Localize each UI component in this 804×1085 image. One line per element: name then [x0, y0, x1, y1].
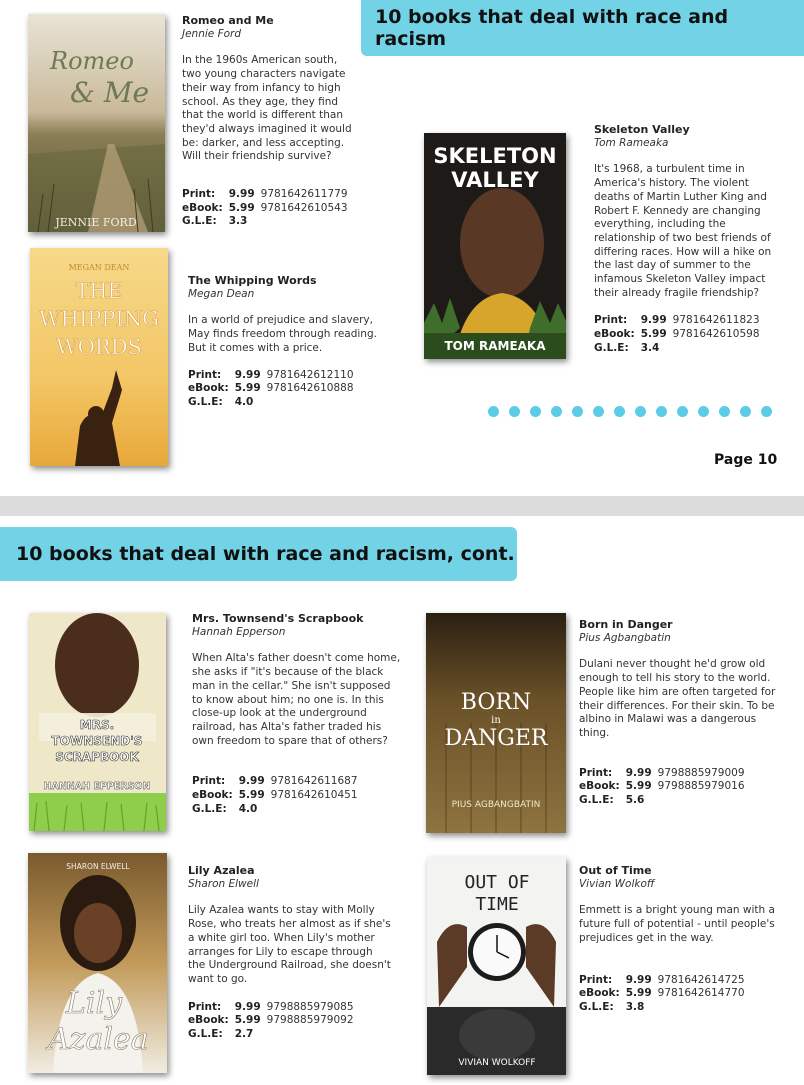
book-cover-romeo-and-me[interactable]: [28, 14, 165, 232]
cover-title-line-3: SCRAPBOOK: [55, 750, 139, 764]
book-cover-townsends-scrapbook[interactable]: [29, 613, 166, 831]
book-description: In a world of prejudice and slavery, May finds freedom through reading. But it comes with a price.: [188, 314, 377, 354]
cover-author: JENNIE FORD: [55, 216, 137, 229]
ebook-label: eBook:: [188, 382, 229, 395]
book-author: Megan Dean: [188, 287, 255, 300]
page-banner-top: [361, 0, 804, 56]
book-description: Emmett is a bright young man with a future full of potential - until people's prejudices get in the way.: [579, 904, 775, 944]
book-entry-townsends-scrapbook: [192, 612, 404, 816]
book-author: Vivian Wolkoff: [579, 877, 655, 890]
gle-value: 4.0: [234, 395, 254, 408]
cover-title-line-1: SKELETON: [433, 144, 557, 168]
print-price: 9.99: [234, 1000, 261, 1013]
book-entry-out-of-time: [579, 864, 779, 1015]
book-cover-out-of-time[interactable]: [427, 857, 566, 1075]
print-price: 9.99: [234, 368, 261, 381]
cover-title-line-2: TIME: [475, 894, 519, 915]
book-author: Tom Rameaka: [594, 136, 669, 149]
book-entry-whipping-words: [188, 274, 384, 410]
print-label: Print:: [594, 314, 628, 327]
ebook-isbn: 9781642610451: [270, 789, 358, 802]
gle-value: 3.3: [228, 215, 248, 228]
book-description: When Alta's father doesn't come home, she asks if "it's because of the black man in the cellar." She isn't supposed to know about him; no one is. In this close-up look at the underground railroad, has Alta's father traded his own freedom to spare that of others?: [192, 652, 401, 747]
gle-label: G.L.E:: [579, 794, 614, 807]
ebook-isbn: 9781642610543: [260, 201, 348, 214]
print-price: 9.99: [228, 188, 255, 201]
print-label: Print:: [579, 766, 613, 779]
ebook-label: eBook:: [188, 1014, 229, 1027]
ebook-isbn: 9798885979016: [657, 780, 745, 793]
book-author: Sharon Elwell: [188, 877, 259, 890]
book-cover-whipping-words[interactable]: [30, 248, 168, 466]
page-number: Page 10: [714, 452, 778, 468]
print-label: Print:: [579, 973, 613, 986]
ebook-label: eBook:: [579, 987, 620, 1000]
book-meta: [188, 369, 384, 410]
banner-title: 10 books that deal with race and racism, cont.: [16, 543, 515, 565]
print-label: Print:: [188, 368, 222, 381]
book-description: Lily Azalea wants to stay with Molly Rose, who treats her almost as if she's a white girl too. When Lily's mother arranges for Lily to escape through the Underground Railroad, she doesn't want to go.: [188, 904, 391, 985]
ebook-price: 5.99: [625, 987, 652, 1000]
cover-author: MEGAN DEAN: [68, 263, 130, 272]
book-meta: [579, 767, 779, 808]
gle-label: G.L.E:: [182, 215, 217, 228]
cover-title-line-1: Romeo: [50, 47, 134, 75]
print-label: Print:: [188, 1000, 222, 1013]
ebook-label: eBook:: [579, 780, 620, 793]
gle-label: G.L.E:: [579, 1000, 614, 1013]
book-meta: [192, 775, 404, 816]
cover-title-line-1: BORN: [460, 690, 532, 715]
book-meta: [579, 974, 779, 1015]
gle-label: G.L.E:: [188, 395, 223, 408]
book-entry-romeo-and-me: [182, 14, 354, 229]
ebook-price: 5.99: [228, 201, 255, 214]
book-title: Born in Danger: [579, 618, 673, 631]
cover-title-line-3: WORDS: [56, 335, 142, 359]
book-title: Romeo and Me: [182, 14, 274, 27]
ebook-isbn: 9781642610598: [672, 328, 760, 341]
cover-title-line-2: WHIPPING: [39, 307, 159, 331]
ebook-price: 5.99: [625, 780, 652, 793]
book-description: It's 1968, a turbulent time in America's history. The violent deaths of Martin Luther King and Robert F. Kennedy are changing everything, including the relationship of two best friends of differing races. How will a hike on the last day of summer to the infamous Skeleton Valley impact their already fragile friendship?: [594, 163, 772, 299]
banner-title: 10 books that deal with race and racism: [375, 6, 729, 50]
cover-title-line-3: DANGER: [444, 726, 548, 751]
ebook-price: 5.99: [234, 382, 261, 395]
print-isbn: 9781642611779: [260, 188, 348, 201]
book-description: Dulani never thought he'd grow old enough to tell his story to the world. People like him are often targeted for their differences. For their skin. To be albino in Malawi was a dangerous thing.: [579, 658, 776, 739]
decorative-dots: [488, 406, 772, 417]
gle-value: 3.4: [640, 341, 660, 354]
book-title: Out of Time: [579, 864, 652, 877]
gle-label: G.L.E:: [188, 1028, 223, 1041]
gle-value: 5.6: [625, 794, 645, 807]
cover-title-line-2: Azalea: [48, 1022, 149, 1057]
ebook-label: eBook:: [192, 789, 233, 802]
cover-author: PIUS AGBANGBATIN: [451, 800, 541, 810]
gle-label: G.L.E:: [594, 341, 629, 354]
cover-title-line-2: & Me: [70, 76, 150, 109]
book-entry-skeleton-valley: [594, 123, 786, 356]
print-label: Print:: [192, 775, 226, 788]
book-title: Lily Azalea: [188, 864, 255, 877]
ebook-price: 5.99: [234, 1014, 261, 1027]
gle-value: 4.0: [238, 802, 258, 815]
book-meta: [594, 314, 786, 355]
ebook-price: 5.99: [640, 328, 667, 341]
page-banner-bottom: [0, 527, 517, 581]
cover-title-line-1: THE: [75, 279, 123, 303]
print-isbn: 9798885979009: [657, 766, 745, 779]
cover-title-line-1: MRS.: [79, 718, 115, 732]
cover-title-line-2: VALLEY: [451, 168, 539, 192]
cover-title-line-1: OUT OF: [464, 872, 530, 893]
book-author: Pius Agbangbatin: [579, 631, 671, 644]
cover-author: SHARON ELWELL: [66, 862, 130, 871]
book-title: Mrs. Townsend's Scrapbook: [192, 612, 364, 625]
cover-title-line-1: Lily: [66, 986, 123, 1021]
print-price: 9.99: [625, 973, 652, 986]
print-price: 9.99: [238, 775, 265, 788]
cover-author: VIVIAN WOLKOFF: [458, 1058, 536, 1068]
print-price: 9.99: [625, 766, 652, 779]
gle-value: 2.7: [234, 1028, 254, 1041]
book-cover-lily-azalea[interactable]: [28, 853, 167, 1073]
cover-title-line-2: TOWNSEND'S: [51, 734, 143, 748]
ebook-price: 5.99: [238, 789, 265, 802]
book-author: Hannah Epperson: [192, 625, 286, 638]
book-entry-lily-azalea: [188, 864, 392, 1042]
book-title: The Whipping Words: [188, 274, 317, 287]
book-author: Jennie Ford: [182, 27, 242, 40]
gle-value: 3.8: [625, 1000, 645, 1013]
book-meta: [182, 188, 354, 229]
ebook-isbn: 9781642614770: [657, 987, 745, 1000]
cover-author: HANNAH EPPERSON: [43, 781, 151, 792]
book-cover-born-in-danger[interactable]: [426, 613, 566, 833]
print-isbn: 9781642611687: [270, 775, 358, 788]
gle-label: G.L.E:: [192, 802, 227, 815]
cover-title-line-2: in: [491, 715, 501, 726]
print-isbn: 9781642611823: [672, 314, 760, 327]
book-description: In the 1960s American south, two young characters navigate their way from infancy to high school. As they age, they find that the world is different than they'd always imagined it would be: darker, and less accepting. Will their friendship survive?: [182, 54, 352, 163]
print-isbn: 9781642614725: [657, 973, 745, 986]
cover-author: TOM RAMEAKA: [444, 339, 546, 353]
ebook-label: eBook:: [182, 201, 223, 214]
print-label: Print:: [182, 188, 216, 201]
print-isbn: 9781642612110: [266, 368, 354, 381]
ebook-isbn: 9781642610888: [266, 382, 354, 395]
print-isbn: 9798885979085: [266, 1000, 354, 1013]
print-price: 9.99: [640, 314, 667, 327]
book-cover-skeleton-valley[interactable]: [424, 133, 566, 359]
ebook-isbn: 9798885979092: [266, 1014, 354, 1027]
book-title: Skeleton Valley: [594, 123, 690, 136]
ebook-label: eBook:: [594, 328, 635, 341]
page-divider: [0, 496, 804, 516]
book-entry-born-in-danger: [579, 618, 779, 808]
book-meta: [188, 1001, 392, 1042]
